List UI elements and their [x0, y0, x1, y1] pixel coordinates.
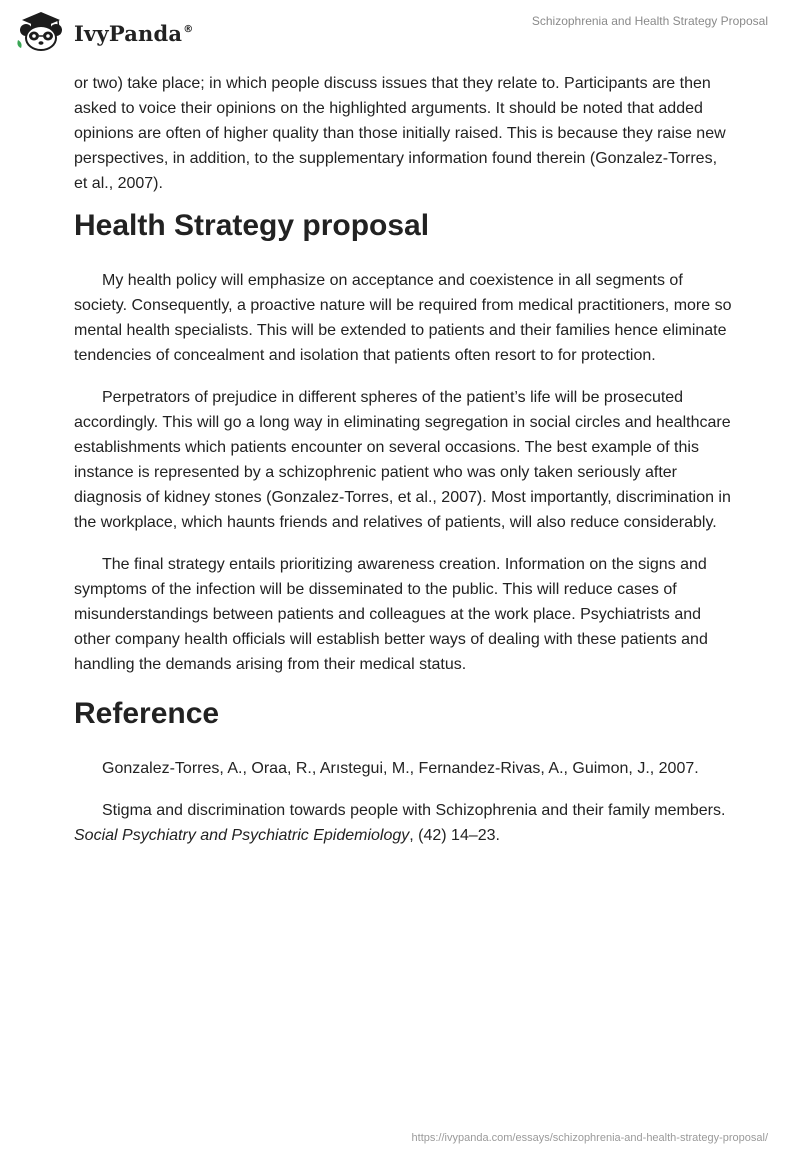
paragraph: The final strategy entails prioritizing awareness creation. Information on the signs and symptoms of the infection will be disseminated to the public. This will reduce cases of misunderstandings between patients and colleagues at the work place. Psychiatrists and other company health officials will establish better ways of dealing with these patients and handling the demands arising from their medical status.: [74, 556, 708, 673]
reference-title: Stigma and discrimination towards people with Schizophrenia and their family members.: [102, 802, 726, 819]
document-title: Schizophrenia and Health Strategy Proposal: [531, 14, 768, 28]
section-heading-reference: Reference: [74, 697, 220, 730]
paragraph: My health policy will emphasize on acceptance and coexistence in all segments of society. Consequently, a proactive nature will be required from medical practitioners, more so mental health specialists. This will be extended to patients and their families hence eliminate tendencies of concealment and isolation that patients often resort to for protection.: [74, 272, 732, 364]
footer-url[interactable]: https://ivypanda.com/essays/schizophrenia-and-health-strategy-proposal/: [411, 1132, 768, 1144]
reference-volume-pages: , (42) 14–23.: [409, 827, 500, 844]
essay-content: [74, 71, 734, 865]
panda-graduate-icon: [14, 8, 68, 52]
brand-logo[interactable]: [14, 8, 193, 52]
reference-authors: Gonzalez-Torres, A., Oraa, R., Arıstegui, M., Fernandez-Rivas, A., Guimon, J., 2007.: [102, 760, 699, 777]
brand-name: IvyPanda®: [74, 20, 194, 46]
registered-mark: ®: [183, 23, 194, 35]
reference-citation: [74, 798, 734, 848]
page-header: [0, 0, 800, 60]
reference-journal: Social Psychiatry and Psychiatric Epidemiology: [74, 827, 410, 844]
section-heading-health-strategy: Health Strategy proposal: [74, 209, 430, 242]
paragraph: Perpetrators of prejudice in different spheres of the patient’s life will be prosecuted accordingly. This will go a long way in eliminating segregation in social circles and healthcare establishments which patients encounter on several occasions. The best example of this instance is represented by a schizophrenic patient who was only taken seriously after diagnosis of kidney stones (Gonzalez-Torres, et al., 2007). Most importantly, discrimination in the workplace, which haunts friends and relatives of patients, will also reduce considerably.: [74, 389, 731, 531]
intro-paragraph: or two) take place; in which people discuss issues that they relate to. Participants are then asked to voice their opinions on the highlighted arguments. It should be noted that added opinions are often of higher quality than those initially raised. This is because they raise new perspectives, in addition, to the supplementary information found therein (Gonzalez-Torres, et al., 2007).: [74, 75, 726, 192]
